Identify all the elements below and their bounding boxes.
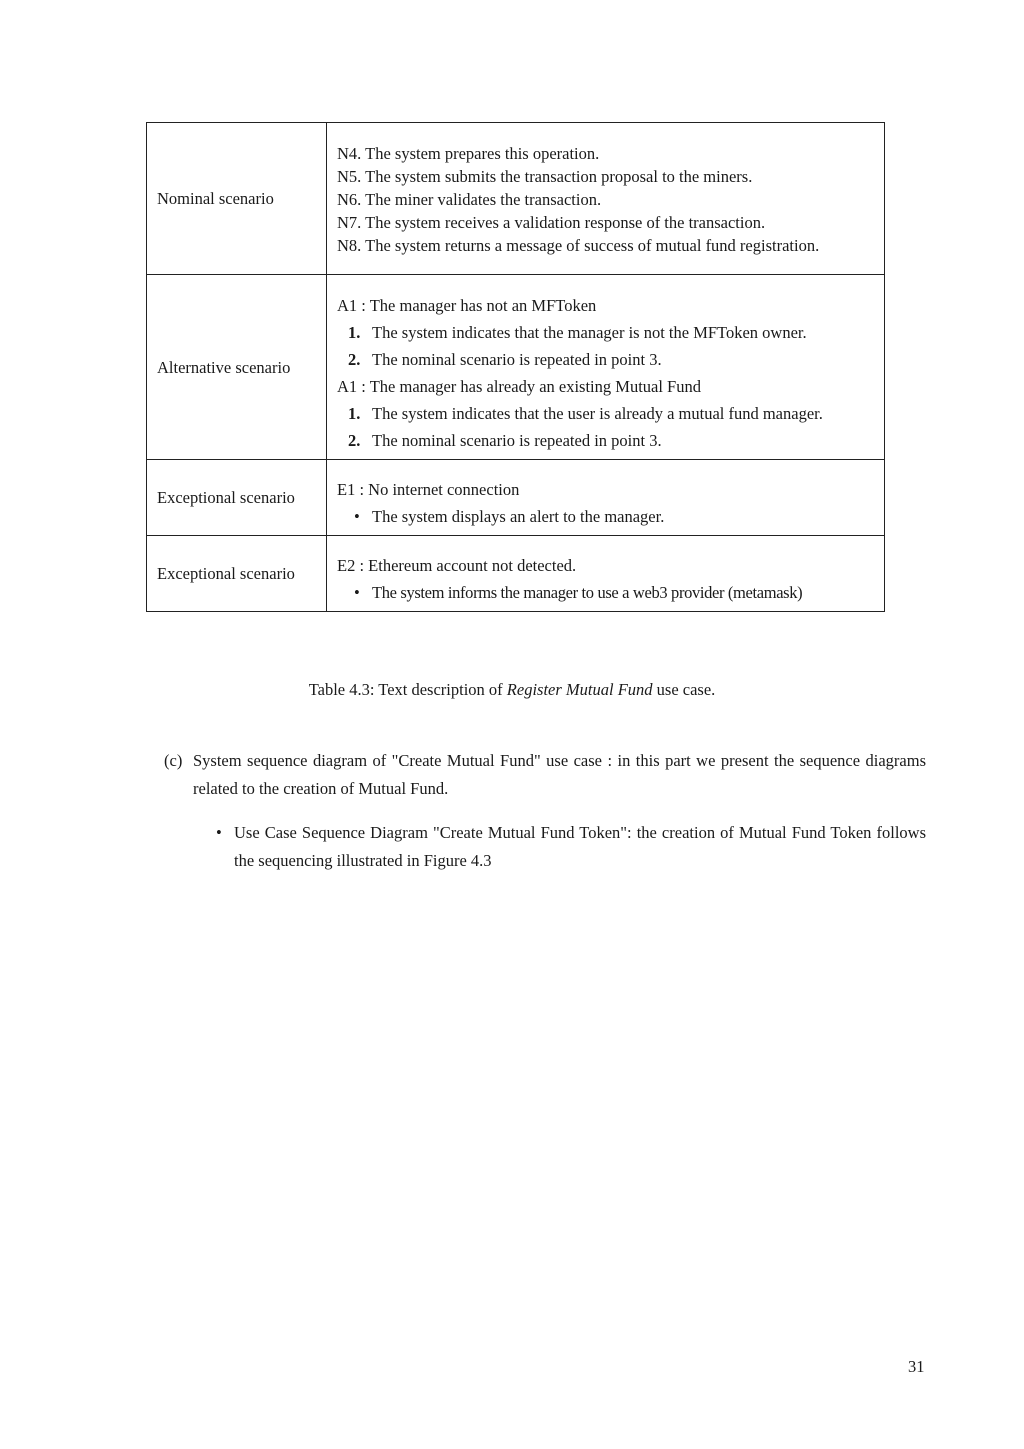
- alternative-content: [327, 275, 885, 460]
- table-row-exceptional-1: [147, 460, 885, 536]
- item-text: The nominal scenario is repeated in point 3.: [372, 431, 662, 450]
- table-caption: [0, 680, 1024, 700]
- nominal-step: N8. The system returns a message of success of mutual fund registration.: [337, 236, 820, 255]
- list-item: [337, 505, 874, 528]
- item-text: The system informs the manager to use a web3 provider (metamask): [372, 583, 803, 602]
- bullet-icon: •: [216, 823, 222, 842]
- exceptional-content: [327, 460, 885, 536]
- page-number: 31: [908, 1357, 925, 1376]
- row-label: Exceptional scenario: [147, 460, 327, 536]
- item-text: The system indicates that the manager is not the MFToken owner.: [372, 323, 807, 342]
- caption-prefix: Table 4.3: Text description of: [308, 680, 507, 699]
- exceptional-content: [327, 536, 885, 612]
- item-number: 1.: [348, 323, 361, 342]
- item-text: The nominal scenario is repeated in point 3.: [372, 350, 662, 369]
- nominal-content: [327, 123, 885, 275]
- item-number: 2.: [348, 431, 361, 450]
- alternative-steps: [337, 402, 874, 452]
- exceptional-steps: [337, 505, 874, 528]
- row-label: Exceptional scenario: [147, 536, 327, 612]
- bullet-icon: •: [354, 507, 360, 526]
- row-label: Nominal scenario: [147, 123, 327, 275]
- item-text: The system displays an alert to the manager.: [372, 507, 665, 526]
- alternative-heading: A1 : The manager has already an existing Mutual Fund: [337, 377, 701, 396]
- nominal-step: N4. The system prepares this operation.: [337, 144, 600, 163]
- nominal-step: N6. The miner validates the transaction.: [337, 190, 602, 209]
- list-item: [337, 348, 874, 371]
- item-number: 2.: [348, 350, 361, 369]
- table-row-nominal: [147, 123, 885, 275]
- list-item: [337, 581, 874, 604]
- table-row-alternative: [147, 275, 885, 460]
- nominal-step: N5. The system submits the transaction proposal to the miners.: [337, 167, 753, 186]
- table-row-exceptional-2: [147, 536, 885, 612]
- bullet-paragraph: [216, 819, 926, 875]
- paragraph-c: [164, 747, 926, 803]
- exceptional-heading: E1 : No internet connection: [337, 480, 520, 499]
- item-number: 1.: [348, 404, 361, 423]
- alternative-steps: [337, 321, 874, 371]
- list-item: [337, 402, 874, 425]
- caption-italic: Register Mutual Fund: [506, 680, 653, 699]
- nominal-step: N7. The system receives a validation response of the transaction.: [337, 213, 766, 232]
- item-text: The system indicates that the user is already a mutual fund manager.: [372, 404, 823, 423]
- exceptional-heading: E2 : Ethereum account not detected.: [337, 556, 577, 575]
- bullet-icon: •: [354, 583, 360, 602]
- use-case-table: [146, 122, 885, 612]
- exceptional-steps: [337, 581, 874, 604]
- enumeration-marker: (c): [164, 751, 183, 770]
- alternative-heading: A1 : The manager has not an MFToken: [337, 296, 597, 315]
- row-label: Alternative scenario: [147, 275, 327, 460]
- list-item: [337, 429, 874, 452]
- paragraph-text: System sequence diagram of "Create Mutual Fund" use case : in this part we present the sequence diagrams related to the creation of Mutual Fund.: [193, 751, 926, 798]
- caption-suffix: use case.: [652, 680, 716, 699]
- paragraph-text: Use Case Sequence Diagram "Create Mutual Fund Token": the creation of Mutual Fund Token follows the sequencing illustrated in Figure 4.3: [234, 823, 926, 870]
- list-item: [337, 321, 874, 344]
